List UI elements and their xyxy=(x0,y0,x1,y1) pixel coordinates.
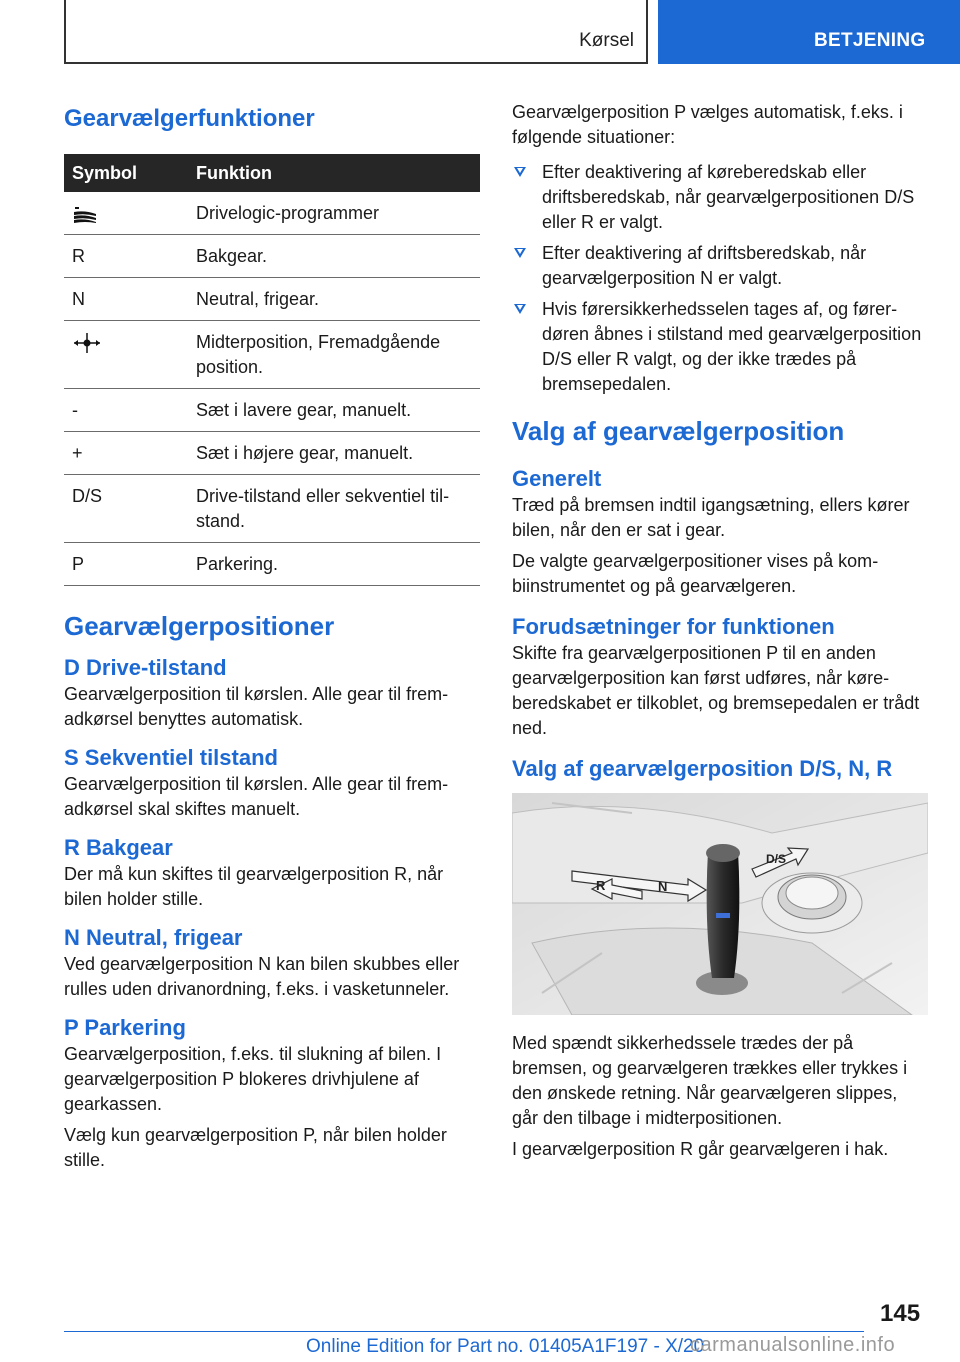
table-cell-function: Midterposition, Fremadgående position. xyxy=(188,321,480,389)
table-header-row xyxy=(64,154,480,192)
p-mode-text-2: Vælg kun gearvælgerposition P, når bilen holder stille. xyxy=(64,1125,447,1170)
header-chapter-label: BETJENING xyxy=(814,30,926,51)
table-header-function: Funktion xyxy=(188,154,480,192)
page-number: 145 xyxy=(880,1300,921,1327)
table-cell-symbol: P xyxy=(64,543,188,586)
list-item-text: Efter deaktivering af driftsberedskab, når gearvælgerposition N er valgt. xyxy=(542,243,867,288)
table-cell-function: Neutral, frigear. xyxy=(188,278,480,321)
list-item xyxy=(512,160,928,235)
table-row xyxy=(64,389,480,432)
s-mode-text: Gearvælgerposition til kørslen. Alle gear til fremadkørsel skal skiftes manuelt. xyxy=(64,774,449,819)
table-cell-symbol xyxy=(64,192,188,235)
forudsaetninger-text: Skifte fra gearvælgerpositionen P til en anden gearvælgerposition kan først udføres, når køreberedskabet er tilkoblet, og bremsepedalen er trådt ned. xyxy=(512,643,920,738)
gear-selector-photo xyxy=(512,793,928,1015)
after-text-2: I gearvælgerposition R går gearvælgeren i hak. xyxy=(512,1139,889,1159)
s-mode-heading: S Sekventiel tilstand xyxy=(64,745,278,770)
positions-title: Gearvælgerpositioner xyxy=(64,611,335,641)
footer-watermark: carmanualsonline.info xyxy=(690,1334,896,1356)
table-row xyxy=(64,235,480,278)
footer-divider xyxy=(64,1331,864,1332)
list-item-text: Efter deaktivering af køreberedskab eller driftsberedskab, når gearvælgerpositionen D/S eller R er valgt. xyxy=(542,162,915,232)
generelt-text-1: Træd på bremsen indtil igangsætning, ellers kører bilen, når den er sat i gear. xyxy=(512,495,910,540)
triangle-bullet-icon xyxy=(514,167,526,177)
table-row xyxy=(64,192,480,235)
d-mode-text: Gearvælgerposition til kørslen. Alle gear til fremadkørsel benyttes automatisk. xyxy=(64,684,449,729)
after-text-1: Med spændt sikkerhedssele trædes der på bremsen, og gearvælgeren trækkes eller trykkes i den ønskede retning. Når gearvælgeren slippes, går den tilbage i midterpositionen. xyxy=(512,1033,908,1128)
table-row xyxy=(64,475,480,543)
n-mode-heading: N Neutral, frigear xyxy=(64,925,243,950)
table-cell-symbol: N xyxy=(64,278,188,321)
table-cell-symbol: D/S xyxy=(64,475,188,543)
forudsaetninger-heading: Forudsætninger for funktionen xyxy=(512,614,835,639)
table-row xyxy=(64,321,480,389)
d-mode-heading: D Drive-tilstand xyxy=(64,655,227,680)
table-cell-function: Sæt i højere gear, manuelt. xyxy=(188,432,480,475)
drivelogic-icon xyxy=(72,205,98,223)
table-cell-symbol: + xyxy=(64,432,188,475)
photo-label-ds: D/S xyxy=(766,852,787,866)
header-section-label: Kørsel xyxy=(579,30,634,51)
table-title: Gearvælgerfunktioner xyxy=(64,105,315,132)
table-row xyxy=(64,543,480,586)
generelt-heading: Generelt xyxy=(512,466,602,491)
list-item xyxy=(512,297,928,397)
table-cell-function: Parkering. xyxy=(188,543,480,586)
table-cell-function: Bakgear. xyxy=(188,235,480,278)
valg-title: Valg af gearvælgerposition xyxy=(512,416,845,446)
function-table xyxy=(64,154,480,586)
p-mode-heading: P Parkering xyxy=(64,1015,186,1040)
r-mode-heading: R Bakgear xyxy=(64,835,173,860)
center-position-icon xyxy=(72,332,102,354)
auto-p-intro: Gearvælgerposition P vælges automatisk, f.eks. i følgende situationer: xyxy=(512,102,903,147)
triangle-bullet-icon xyxy=(514,248,526,258)
photo-label-n: N xyxy=(658,879,668,894)
table-cell-symbol xyxy=(64,321,188,389)
table-row xyxy=(64,432,480,475)
table-header-symbol: Symbol xyxy=(64,154,188,192)
auto-p-list xyxy=(512,160,928,397)
n-mode-text: Ved gearvælgerposition N kan bilen skubbes eller rulles uden drivanordning, f.eks. i vasketunneler. xyxy=(64,954,460,999)
valg-dsnr-heading: Valg af gearvælgerposition D/S, N, R xyxy=(512,756,893,781)
table-cell-symbol: - xyxy=(64,389,188,432)
right-column xyxy=(512,100,928,1162)
generelt-text-2: De valgte gearvælgerpositioner vises på kombiinstrumentet og på gearvælgeren. xyxy=(512,551,879,596)
table-row xyxy=(64,278,480,321)
photo-label-r: R xyxy=(596,878,606,893)
table-cell-symbol: R xyxy=(64,235,188,278)
header-chapter-tab xyxy=(658,0,960,64)
table-cell-function: Drivelogic-programmer xyxy=(188,192,480,235)
r-mode-text: Der må kun skiftes til gearvælgerposition R, når bilen holder stille. xyxy=(64,864,444,909)
p-mode-text-1: Gearvælgerposition, f.eks. til slukning af bilen. I gearvælgerposition P blokeres drivhjulene af gearkassen. xyxy=(64,1044,442,1114)
left-column xyxy=(64,100,480,1173)
list-item-text: Hvis førersikkerhedsselen tages af, og førerdøren åbnes i stilstand med gearvælgerposition D/S eller R valgt, og der ikke trædes på bremsepedalen. xyxy=(542,299,922,394)
list-item xyxy=(512,241,928,291)
triangle-bullet-icon xyxy=(514,304,526,314)
footer-edition: Online Edition for Part no. 01405A1F197 - X/20 xyxy=(306,1336,705,1357)
table-cell-function: Drive-tilstand eller sekventiel tilstand. xyxy=(188,475,480,543)
header-section-tab xyxy=(64,0,648,64)
table-cell-function: Sæt i lavere gear, manuelt. xyxy=(188,389,480,432)
